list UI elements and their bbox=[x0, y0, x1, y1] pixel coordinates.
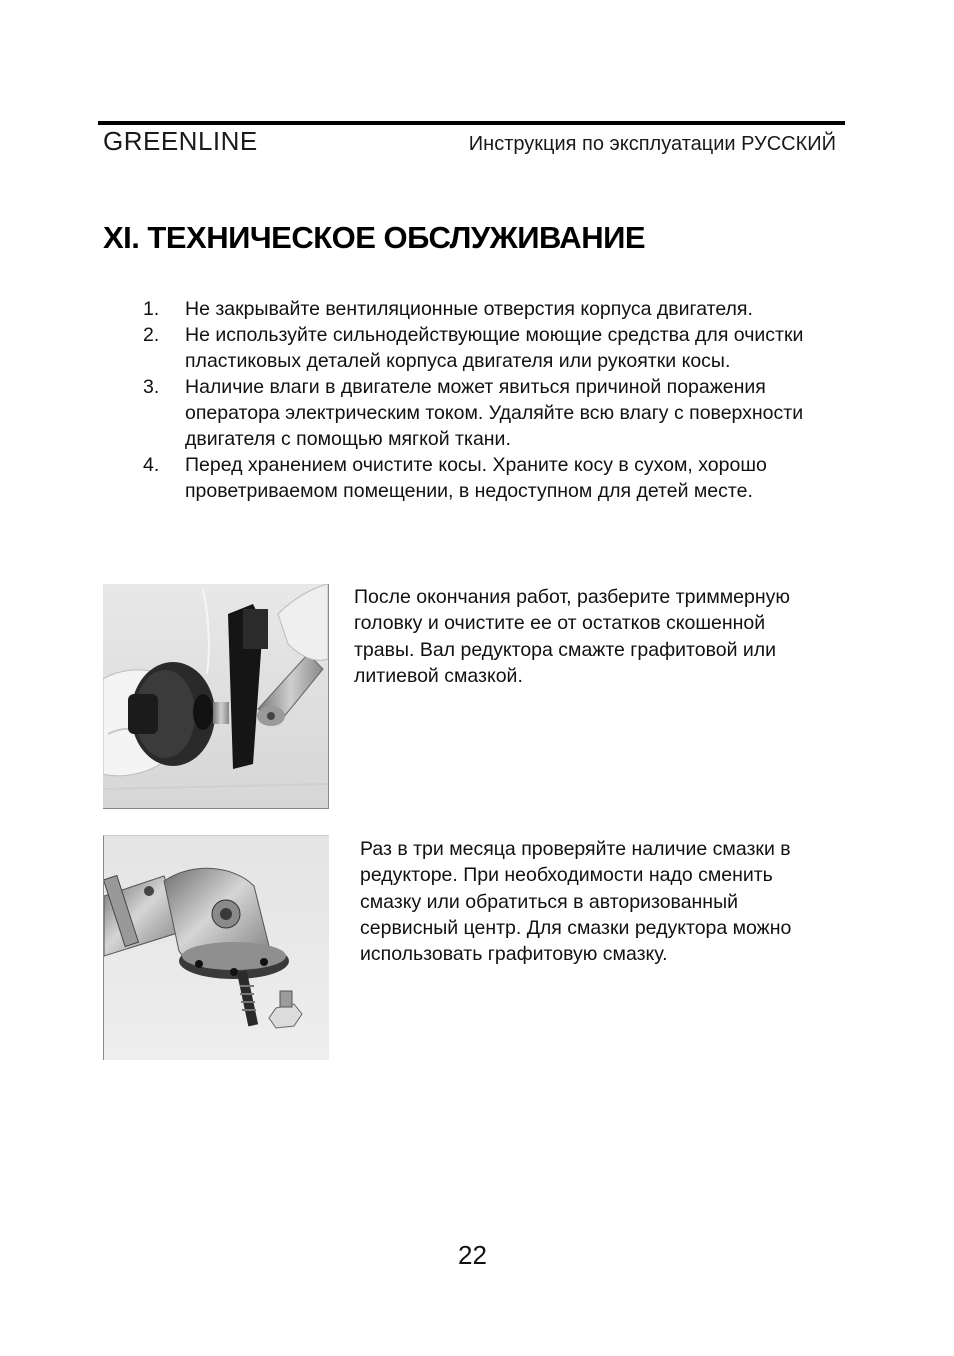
section-number: XI. bbox=[103, 220, 140, 255]
list-item-text: Не используйте сильнодействующие моющие средства для очистки пластиковых деталей корпуса двигателя или рукоятки косы. bbox=[185, 324, 804, 372]
list-item-text: Наличие влаги в двигателе может явиться причиной поражения оператора электрическим током. Удаляйте всю влагу с поверхности двигателя с помощью мягкой ткани. bbox=[185, 376, 804, 450]
list-item-text: Не закрывайте вентиляционные отверстия корпуса двигателя. bbox=[185, 298, 753, 320]
section-title-text: ТЕХНИЧЕСКОЕ ОБСЛУЖИВАНИЕ bbox=[147, 220, 646, 255]
list-item bbox=[140, 374, 830, 452]
gearbox-lubrication-paragraph: Раз в три месяца проверяйте наличие смазки в редукторе. При необходимости надо сменить смазку или обратиться в авторизованный сервисный центр. Для смазки редуктора можно использовать графитовую смазку. bbox=[360, 838, 792, 966]
list-item-number: 3. bbox=[143, 376, 160, 398]
header-rule bbox=[98, 121, 845, 125]
list-item-text: Перед хранением очистите косы. Храните косу в сухом, хорошо проветриваемом помещении, в недоступном для детей месте. bbox=[185, 454, 767, 502]
list-item-number: 1. bbox=[143, 298, 160, 320]
list-item bbox=[140, 296, 830, 322]
list-item bbox=[140, 322, 830, 374]
disassembly-paragraph: После окончания работ, разберите триммерную головку и очистите ее от остатков скошенной травы. Вал редуктора смажте графитовой или литиевой смазкой. bbox=[354, 586, 790, 687]
page-number: 22 bbox=[458, 1240, 487, 1270]
gearbox-photo bbox=[103, 835, 329, 1060]
maintenance-list bbox=[140, 296, 830, 504]
list-item-number: 2. bbox=[143, 324, 160, 346]
list-item bbox=[140, 452, 830, 504]
brand-name: GREENLINE bbox=[103, 126, 258, 156]
trimmer-head-disassembly-photo bbox=[103, 584, 329, 809]
section-title bbox=[103, 220, 645, 256]
header-document-title: Инструкция по эксплуатации РУССКИЙ bbox=[468, 133, 836, 155]
list-item-number: 4. bbox=[143, 454, 160, 476]
